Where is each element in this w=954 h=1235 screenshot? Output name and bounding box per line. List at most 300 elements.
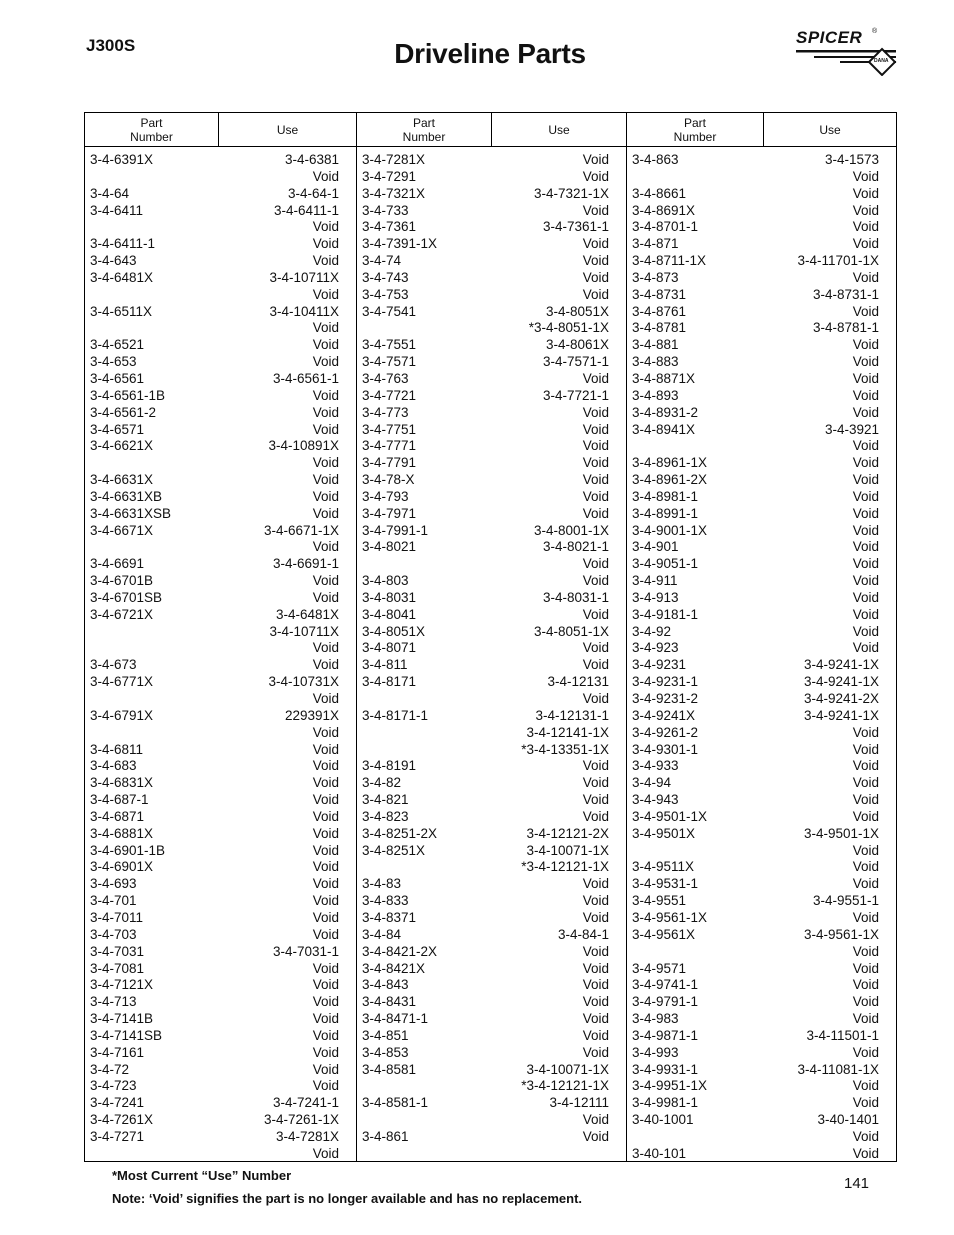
use-cell: 3-4-10891X [268, 438, 339, 454]
table-row [357, 961, 626, 978]
table-row [357, 1129, 626, 1146]
part-number-cell: 3-4-6721X [90, 606, 154, 622]
use-cell: 3-40-1401 [817, 1112, 879, 1128]
table-row [85, 422, 356, 439]
use-cell: 3-4-7361-1 [542, 219, 609, 235]
part-number-cell: 3-4-773 [362, 404, 409, 420]
use-cell: 3-4-11081-1X [797, 1061, 879, 1077]
part-number-cell: 3-4-78-X [362, 472, 415, 488]
use-cell: Void [852, 472, 879, 488]
table-row [627, 859, 896, 876]
header-use-label: Use [819, 122, 841, 137]
use-cell: Void [312, 893, 339, 909]
table-row [357, 354, 626, 371]
part-number-cell: 3-4-923 [632, 640, 679, 656]
table-row [357, 1095, 626, 1112]
part-number-cell: 3-4-8701-1 [632, 219, 699, 235]
table-row [357, 624, 626, 641]
use-cell: Void [312, 859, 339, 875]
table-row [357, 438, 626, 455]
table-row [357, 203, 626, 220]
table-row [627, 455, 896, 472]
part-number-cell: 3-4-8371 [362, 909, 417, 925]
use-cell: 3-4-9241-1X [803, 707, 879, 723]
table-row [357, 405, 626, 422]
use-cell: Void [312, 926, 339, 942]
use-cell: 3-4-9241-1X [803, 657, 879, 673]
use-cell: 3-4-10711X [269, 269, 339, 285]
part-number-cell: 3-4-8941X [632, 421, 696, 437]
part-number-cell: 3-4-883 [632, 354, 679, 370]
use-cell: 3-4-6381 [284, 152, 339, 167]
use-cell: 3-4-6481X [275, 606, 339, 622]
use-cell: Void [852, 758, 879, 774]
use-cell: Void [852, 269, 879, 285]
table-row [85, 489, 356, 506]
part-number-cell: 3-4-8421-2X [362, 943, 438, 959]
part-number-cell: 3-40-101 [632, 1145, 687, 1161]
table-row [357, 337, 626, 354]
table-row [357, 506, 626, 523]
table-row [357, 287, 626, 304]
use-cell: Void [852, 1078, 879, 1094]
use-cell: Void [582, 1011, 609, 1027]
table-row [85, 506, 356, 523]
part-number-cell: 3-4-793 [362, 488, 409, 504]
part-number-cell: 3-4-9001-1X [632, 522, 708, 538]
table-row [357, 270, 626, 287]
use-cell: Void [852, 808, 879, 824]
model-label: J300S [86, 36, 136, 55]
table-row [357, 169, 626, 186]
use-cell: Void [852, 1011, 879, 1027]
table-row [85, 1112, 356, 1129]
use-cell: Void [312, 960, 339, 976]
part-number-cell: 3-4-9261-2 [632, 724, 699, 740]
table-row [357, 320, 626, 337]
table-row [627, 405, 896, 422]
use-cell: Void [312, 775, 339, 791]
part-number-cell: 3-4-703 [90, 926, 137, 942]
part-number-cell: 3-4-763 [362, 370, 409, 386]
table-row [85, 169, 356, 186]
part-number-cell: 3-4-6621X [90, 438, 154, 454]
table-row [627, 1062, 896, 1079]
table-row [357, 910, 626, 927]
table-row [85, 438, 356, 455]
use-cell: Void [312, 657, 339, 673]
table-row [627, 270, 896, 287]
use-cell: Void [852, 236, 879, 252]
use-cell: Void [852, 337, 879, 353]
part-number-cell: 3-4-8071 [362, 640, 417, 656]
part-number-cell: 3-4-9571 [632, 960, 687, 976]
use-cell: Void [312, 236, 339, 252]
use-cell: Void [312, 1061, 339, 1077]
use-cell: 3-4-6691-1 [272, 556, 339, 572]
table-row [85, 203, 356, 220]
use-cell: Void [852, 185, 879, 201]
part-number-cell: 3-4-9301-1 [632, 741, 699, 757]
use-cell: Void [582, 943, 609, 959]
use-cell: 3-4-8031-1 [542, 589, 609, 605]
table-row [357, 1112, 626, 1129]
use-cell: Void [312, 168, 339, 184]
part-number-cell: 3-4-8961-1X [632, 455, 708, 471]
table-row [85, 186, 356, 203]
table-row [85, 944, 356, 961]
use-cell: 3-4-9561-1X [803, 926, 879, 942]
table-row [85, 556, 356, 573]
part-number-cell: 3-4-6901X [90, 859, 154, 875]
table-row [627, 371, 896, 388]
table-row [357, 455, 626, 472]
header-part-number-2 [357, 113, 492, 147]
part-number-cell: 3-4-9231 [632, 657, 687, 673]
part-number-cell: 3-4-8581-1 [362, 1095, 429, 1111]
use-cell: 3-4-7571-1 [542, 354, 609, 370]
use-cell: 3-4-7721-1 [542, 387, 609, 403]
use-cell: Void [852, 640, 879, 656]
part-number-cell: 3-4-8421X [362, 960, 426, 976]
table-row [85, 219, 356, 236]
part-number-cell: 3-4-881 [632, 337, 679, 353]
part-number-cell: 3-4-6631X [90, 472, 154, 488]
part-number-cell: 3-4-7361 [362, 219, 417, 235]
part-number-cell: 3-4-9511X [632, 859, 695, 875]
use-cell: Void [582, 1128, 609, 1144]
part-number-cell: 3-4-9231-1 [632, 674, 699, 690]
table-row [357, 523, 626, 540]
part-number-cell: 3-4-701 [90, 893, 137, 909]
use-cell: 3-4-12131 [547, 674, 609, 690]
table-row [85, 320, 356, 337]
table-row [627, 961, 896, 978]
use-cell: Void [312, 842, 339, 858]
table-row [627, 219, 896, 236]
part-number-cell: 3-4-8581 [362, 1061, 417, 1077]
table-row [85, 859, 356, 876]
use-cell: Void [312, 488, 339, 504]
use-cell: Void [312, 387, 339, 403]
use-cell: 3-4-84-1 [557, 926, 609, 942]
part-number-cell: 3-4-873 [632, 269, 679, 285]
part-number-cell: 3-4-983 [632, 1011, 679, 1027]
use-cell: Void [582, 893, 609, 909]
use-cell: Void [312, 909, 339, 925]
use-cell: *3-4-13351-1X [521, 741, 609, 757]
table-row [627, 944, 896, 961]
table-row [357, 1078, 626, 1095]
table-row [85, 236, 356, 253]
rows-col2 [357, 152, 626, 1163]
table-row [627, 1028, 896, 1045]
use-cell: Void [852, 960, 879, 976]
table-row [357, 657, 626, 674]
use-cell: Void [582, 421, 609, 437]
part-number-cell: 3-4-8031 [362, 589, 417, 605]
table-row [627, 506, 896, 523]
use-cell: Void [852, 943, 879, 959]
table-row [357, 236, 626, 253]
part-number-cell: 3-4-6701B [90, 573, 154, 589]
table-row [357, 539, 626, 556]
use-cell: Void [852, 303, 879, 319]
table-row [627, 977, 896, 994]
table-row [627, 556, 896, 573]
use-cell: Void [852, 606, 879, 622]
use-cell: Void [582, 960, 609, 976]
use-cell: Void [582, 269, 609, 285]
use-cell: 3-4-12121-2X [526, 825, 609, 841]
part-number-cell: 3-4-7551 [362, 337, 417, 353]
part-number-cell: 3-4-643 [90, 253, 137, 269]
table-row [627, 1078, 896, 1095]
part-number-cell: 3-4-72 [90, 1061, 130, 1077]
table-row [357, 893, 626, 910]
use-cell: Void [852, 539, 879, 555]
use-cell: Void [852, 741, 879, 757]
table-row [627, 910, 896, 927]
use-cell: Void [312, 455, 339, 471]
table-row [85, 725, 356, 742]
use-cell: 3-4-11701-1X [797, 253, 879, 269]
part-number-cell: 3-4-8931-2 [632, 404, 699, 420]
part-number-cell: 3-4-8981-1 [632, 488, 699, 504]
part-number-cell: 3-4-743 [362, 269, 409, 285]
table-row [357, 489, 626, 506]
part-number-cell: 3-4-871 [632, 236, 679, 252]
part-number-cell: 3-4-7751 [362, 421, 417, 437]
table-row [627, 624, 896, 641]
use-cell: Void [312, 219, 339, 235]
table-row [627, 590, 896, 607]
table-row [627, 573, 896, 590]
use-cell: Void [582, 640, 609, 656]
table-row [627, 775, 896, 792]
part-number-cell: 3-4-9561X [632, 926, 696, 942]
use-cell: Void [582, 1044, 609, 1060]
use-cell: Void [582, 657, 609, 673]
part-number-cell: 3-4-8991-1 [632, 505, 699, 521]
use-cell: Void [312, 691, 339, 706]
use-cell: *3-4-12121-1X [521, 859, 609, 875]
table-row [627, 320, 896, 337]
use-cell: 3-4-9241-1X [803, 674, 879, 690]
use-cell: 3-4-6671-1X [263, 522, 339, 538]
table-row [357, 876, 626, 893]
part-number-cell: 3-4-9231-2 [632, 691, 699, 706]
part-number-cell: 3-4-6881X [90, 825, 154, 841]
table-row [85, 1062, 356, 1079]
table-row [357, 826, 626, 843]
use-cell: Void [312, 758, 339, 774]
table-row [627, 1045, 896, 1062]
table-row [627, 758, 896, 775]
table-row [627, 1011, 896, 1028]
logo-registered-mark: ® [872, 28, 878, 35]
part-number-cell: 3-4-8051X [362, 623, 426, 639]
table-row [357, 640, 626, 657]
use-cell: Void [312, 320, 339, 336]
table-row [627, 843, 896, 860]
table-row [357, 422, 626, 439]
table-row [85, 270, 356, 287]
use-cell: Void [582, 253, 609, 269]
part-number-cell: 3-4-94 [632, 775, 672, 791]
table-row [85, 523, 356, 540]
logo-bars-icon [796, 28, 900, 76]
part-number-cell: 3-4-7991-1 [362, 522, 429, 538]
table-row [357, 1045, 626, 1062]
table-row [627, 657, 896, 674]
use-cell: 3-4-8021-1 [542, 539, 609, 555]
use-cell: 3-4-7031-1 [272, 943, 339, 959]
part-number-cell: 3-4-8171-1 [362, 707, 429, 723]
use-cell: Void [582, 792, 609, 808]
use-cell: Void [582, 286, 609, 302]
table-row [85, 253, 356, 270]
table-row [85, 876, 356, 893]
table-row [627, 472, 896, 489]
table-row [627, 674, 896, 691]
use-cell: 3-4-8781-1 [812, 320, 879, 336]
part-number-cell: 3-4-821 [362, 792, 409, 808]
part-number-cell: 3-4-9561-1X [632, 909, 708, 925]
use-cell: Void [312, 472, 339, 488]
use-cell: Void [582, 556, 609, 572]
use-cell: Void [852, 859, 879, 875]
parts-table [84, 112, 897, 1162]
part-number-cell: 3-4-7391-1X [362, 236, 438, 252]
table-row [357, 994, 626, 1011]
table-row [85, 472, 356, 489]
use-cell: Void [852, 792, 879, 808]
table-row [627, 1146, 896, 1163]
page-number: 141 [844, 1175, 870, 1192]
table-row [627, 253, 896, 270]
part-number-cell: 3-4-7081 [90, 960, 145, 976]
dana-badge: DANA [874, 58, 889, 64]
use-cell: Void [312, 404, 339, 420]
part-number-cell: 3-4-6871 [90, 808, 145, 824]
use-cell: Void [582, 1112, 609, 1128]
table-row [85, 573, 356, 590]
table-row [627, 1129, 896, 1146]
use-cell: Void [312, 505, 339, 521]
use-cell: Void [852, 202, 879, 218]
part-number-cell: 3-4-653 [90, 354, 137, 370]
part-number-cell: 3-4-74 [362, 253, 402, 269]
part-number-cell: 3-4-8171 [362, 674, 417, 690]
part-number-cell: 3-4-8661 [632, 185, 687, 201]
part-number-cell: 3-4-851 [362, 1027, 409, 1043]
use-cell: Void [852, 623, 879, 639]
use-cell: Void [312, 977, 339, 993]
part-number-cell: 3-4-6631XSB [90, 505, 172, 521]
part-number-cell: 3-4-7541 [362, 303, 417, 319]
table-row [357, 304, 626, 321]
rows-col1 [85, 152, 356, 1163]
table-row [627, 1112, 896, 1129]
table-row [85, 708, 356, 725]
table-row [85, 624, 356, 641]
table-row [357, 556, 626, 573]
part-number-cell: 3-4-7571 [362, 354, 417, 370]
table-row [85, 674, 356, 691]
header-part-number-label: Part Number [130, 115, 173, 144]
table-row [85, 1095, 356, 1112]
part-number-cell: 3-4-6561-1B [90, 387, 166, 403]
use-cell: Void [852, 438, 879, 454]
part-number-cell: 3-4-6391X [90, 152, 154, 167]
part-number-cell: 3-4-8191 [362, 758, 417, 774]
part-number-cell: 3-4-843 [362, 977, 409, 993]
table-row [357, 186, 626, 203]
part-number-cell: 3-4-9051-1 [632, 556, 699, 572]
header-part-number-label: Part Number [402, 115, 446, 144]
part-number-cell: 3-4-8021 [362, 539, 417, 555]
part-number-cell: 3-4-7291 [362, 168, 417, 184]
part-number-cell: 3-40-1001 [632, 1112, 694, 1128]
part-number-cell: 3-4-993 [632, 1044, 679, 1060]
part-number-cell: 3-4-8691X [632, 202, 696, 218]
use-cell: Void [582, 438, 609, 454]
use-cell: Void [582, 472, 609, 488]
table-row [627, 826, 896, 843]
page-title: Driveline Parts [394, 38, 586, 69]
table-row [357, 253, 626, 270]
use-cell: Void [852, 573, 879, 589]
part-number-cell: 3-4-6691 [90, 556, 145, 572]
table-row [85, 405, 356, 422]
table-row [357, 691, 626, 708]
table-row [627, 893, 896, 910]
use-cell: Void [312, 573, 339, 589]
use-cell: 229391X [284, 707, 339, 723]
use-cell: Void [312, 741, 339, 757]
table-row [85, 640, 356, 657]
use-cell: Void [582, 977, 609, 993]
table-column-2 [357, 147, 627, 1161]
use-cell: Void [312, 994, 339, 1010]
use-cell: Void [852, 168, 879, 184]
use-cell: Void [582, 455, 609, 471]
use-cell: Void [312, 253, 339, 269]
table-row [85, 1146, 356, 1163]
table-row [627, 607, 896, 624]
use-cell: *3-4-8051-1X [528, 320, 609, 336]
use-cell: 3-4-10071-1X [526, 1061, 609, 1077]
use-cell: 3-4-8001-1X [533, 522, 609, 538]
use-cell: Void [582, 606, 609, 622]
table-row [85, 927, 356, 944]
table-row [357, 1028, 626, 1045]
table-row [627, 388, 896, 405]
use-cell: 3-4-9241-2X [803, 691, 879, 706]
part-number-cell: 3-4-733 [362, 202, 409, 218]
part-number-cell: 3-4-9871-1 [632, 1027, 699, 1043]
table-row [85, 337, 356, 354]
use-cell: Void [312, 589, 339, 605]
table-row [85, 455, 356, 472]
part-number-cell: 3-4-823 [362, 808, 409, 824]
table-row [627, 1095, 896, 1112]
table-row [85, 893, 356, 910]
table-row [357, 725, 626, 742]
table-row [627, 640, 896, 657]
table-row [85, 388, 356, 405]
